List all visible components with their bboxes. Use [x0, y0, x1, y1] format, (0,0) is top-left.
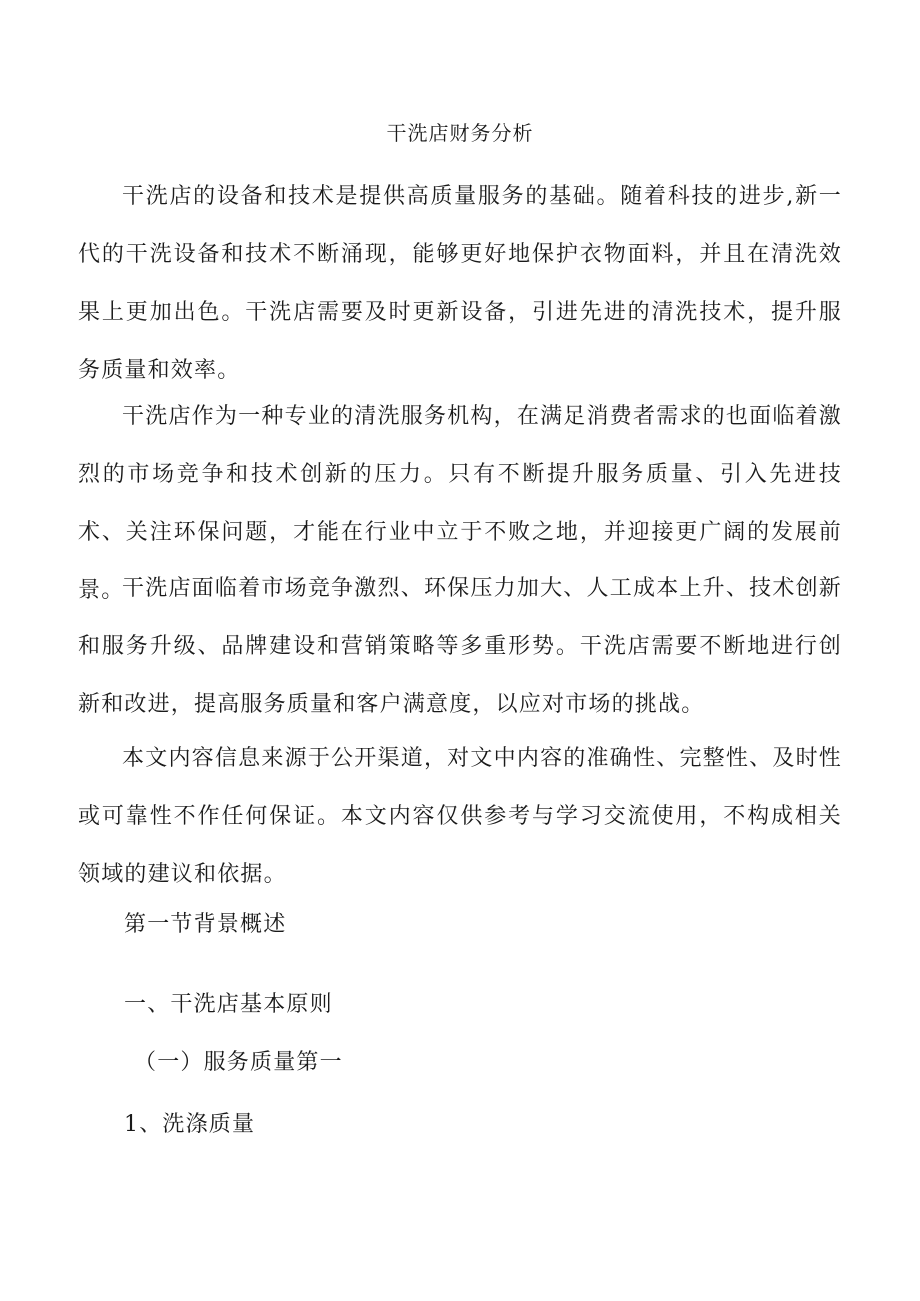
paragraph-equipment: 干洗店的设备和技术是提供高质量服务的基础。随着科技的进步,新一代的干洗设备和技术不断涌现，能够更好地保护衣物面料，并且在清洗效果上更加出色。干洗店需要及时更新设备，引进先进的清洗技术，提升服务质量和效率。 [78, 184, 842, 383]
paragraph-competition: 干洗店作为一种专业的清洗服务机构，在满足消费者需求的也面临着激烈的市场竞争和技术创新的压力。只有不断提升服务质量、引入先进技术、关注环保问题，才能在行业中立于不败之地，并迎接更广阔的发展前景。 [78, 404, 842, 603]
subheading: （一）服务质量第一 [134, 1050, 343, 1075]
section-heading: 第一节背景概述 [124, 912, 287, 937]
principle-heading: 一、干洗店基本原则 [124, 992, 333, 1017]
item-heading: 1、洗涤质量 [124, 1112, 256, 1137]
paragraph-challenges: 干洗店面临着市场竞争激烈、环保压力加大、人工成本上升、技术创新和服务升级、品牌建设和营销策略等多重形势。干洗店需要不断地进行创新和改进，提高服务质量和客户满意度，以应对市场的挑战。 [78, 576, 842, 717]
paragraph-disclaimer: 本文内容信息来源于公开渠道，对文中内容的准确性、完整性、及时性或可靠性不作任何保证。本文内容仅供参考与学习交流使用，不构成相关领域的建议和依据。 [78, 746, 842, 887]
document-title: 干洗店财务分析 [386, 121, 534, 145]
